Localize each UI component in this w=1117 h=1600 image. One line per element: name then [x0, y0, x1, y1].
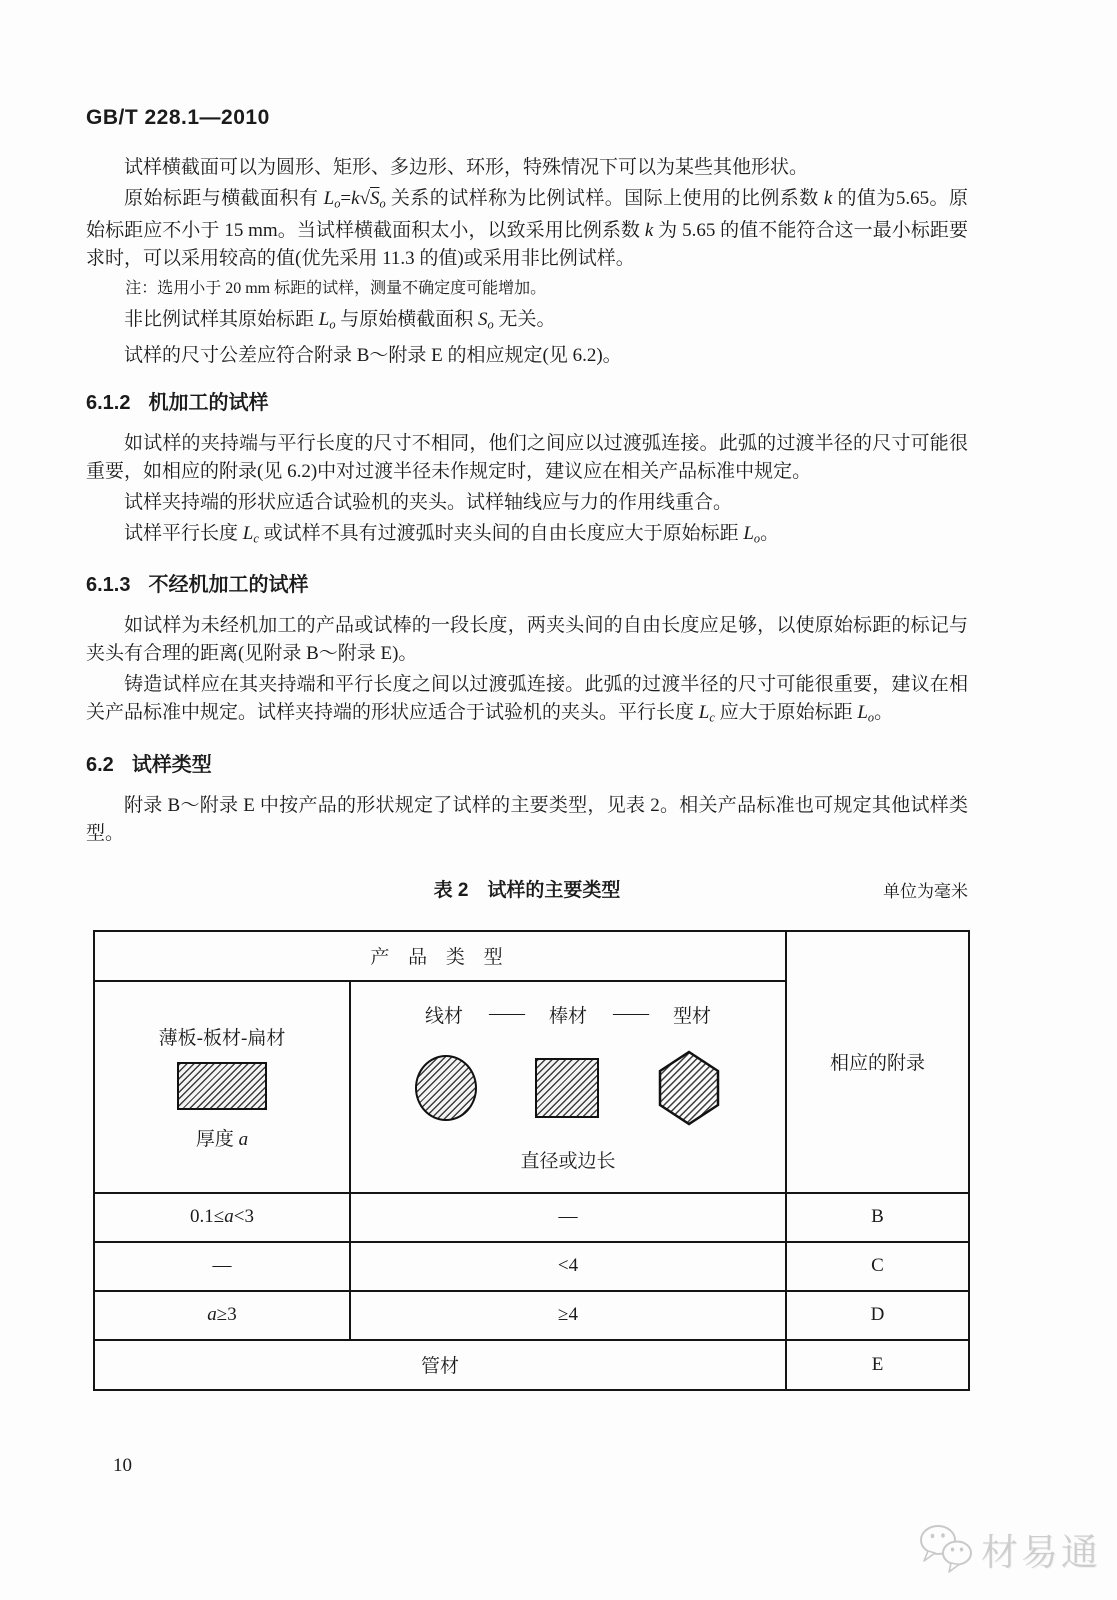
section-title: 机加工的试样 — [148, 391, 269, 414]
dash-separator-icon: —— — [613, 1003, 648, 1025]
watermark — [915, 1522, 1101, 1576]
section-heading-6-2 — [86, 752, 968, 778]
round-products-labels — [425, 1001, 711, 1028]
product-type-header-cell: 产 品 类 型 — [94, 931, 786, 981]
round-products-shapes — [415, 1050, 721, 1126]
flat-range-cell: a≥3 — [94, 1291, 350, 1340]
flat-range-cell: — — [94, 1242, 350, 1291]
appendix-cell: E — [786, 1340, 969, 1390]
round-range-cell: — — [350, 1193, 786, 1242]
section-heading-6-1-3 — [86, 572, 968, 598]
table-caption-row — [86, 878, 968, 904]
hatched-square-icon — [535, 1058, 599, 1118]
section-heading-6-1-2 — [86, 390, 968, 416]
appendix-cell: B — [786, 1193, 969, 1242]
paragraph-machined-3: 试样平行长度 Lc 或试样不具有过渡弧时夹头间的自由长度应大于原始标距 Lo。 — [124, 522, 780, 546]
wechat-bubbles-icon — [915, 1522, 977, 1576]
hatched-rectangle-icon — [177, 1062, 267, 1110]
table-row — [94, 1242, 969, 1291]
table-row — [94, 1291, 969, 1340]
section-number: 6.2 — [86, 753, 114, 776]
hatched-hexagon-icon — [657, 1050, 721, 1126]
appendix-column-header-cell: 相应的附录 — [786, 931, 969, 1193]
round-products-header-cell — [350, 981, 786, 1193]
table-row — [94, 1193, 969, 1242]
thickness-label: 厚度 a — [195, 1128, 249, 1150]
wire-label: 线材 — [424, 1005, 463, 1027]
paragraph-tolerance: 试样的尺寸公差应符合附录 B～附录 E 的相应规定(见 6.2)。 — [124, 344, 622, 366]
flat-products-label: 薄板-板材-扁材 — [158, 1027, 286, 1049]
document-code: GB/T 228.1—2010 — [86, 106, 270, 129]
table-header-row-1 — [94, 931, 969, 981]
section-number: 6.1.3 — [86, 574, 131, 597]
paragraph-specimen-types: 附录 B～附录 E 中按产品的形状规定了试样的主要类型，见表 2。相关产品标准也可规定其他试样类型。 — [86, 794, 968, 844]
paragraph-unmachined-2: 铸造试样应在其夹持端和平行长度之间以过渡弧连接。此弧的过渡半径的尺寸可能很重要，建议在相关产品标准中规定。试样夹持端的形状应适合于试验机的夹头。平行长度 Lc 应大于原始标距 Lo。 — [86, 674, 968, 725]
table-caption: 表 2 试样的主要类型 — [433, 879, 621, 901]
bar-label: 棒材 — [549, 1005, 588, 1027]
section-title: 试样类型 — [131, 753, 212, 776]
round-products-stack — [351, 1001, 785, 1173]
watermark-text: 材易通 — [981, 1532, 1101, 1573]
note-text: 注：选用小于 20 mm 标距的试样，测量不确定度可能增加。 — [125, 280, 547, 298]
diameter-side-label: 直径或边长 — [520, 1150, 616, 1172]
page-number: 10 — [113, 1455, 132, 1476]
round-range-cell: ≥4 — [350, 1291, 786, 1340]
paragraph-unmachined-1: 如试样为未经机加工的产品或试棒的一段长度，两夹头间的自由长度应足够，以使原始标距的标记与夹头有合理的距离(见附录 B～附录 E)。 — [86, 615, 968, 665]
flat-products-header-cell — [94, 981, 350, 1193]
paragraph-cross-section: 试样横截面可以为圆形、矩形、多边形、环形，特殊情况下可以为某些其他形状。 — [124, 157, 809, 178]
flat-range-cell: 0.1≤a<3 — [94, 1193, 350, 1242]
appendix-cell: C — [786, 1242, 969, 1291]
paragraph-machined-1: 如试样的夹持端与平行长度的尺寸不相同，他们之间应以过渡弧连接。此弧的过渡半径的尺寸可能很重要，如相应的附录(见 6.2)中对过渡半径未作规定时，建议应在相关产品标准中规定。 — [86, 432, 968, 482]
paragraph-nonproportional: 非比例试样其原始标距 Lo 与原始横截面积 So 无关。 — [124, 309, 556, 332]
table-unit-label: 单位为毫米 — [883, 881, 968, 901]
paragraph-machined-2: 试样夹持端的形状应适合试验机的夹头。试样轴线应与力的作用线重合。 — [124, 491, 733, 513]
paragraph-proportional-gauge: 原始标距与横截面积有 Lo=k√So 关系的试样称为比例试样。国际上使用的比例系数 k 的值为5.65。原始标距应不小于 15 mm。当试样横截面积太小，以致采用比例系数 k 为 5.65 的值不能符合这一最小标距要求时，可以采用较高的值(优先采用 11.3 的值)或采用非比例试样。 — [86, 188, 968, 270]
hatched-circle-icon — [415, 1055, 477, 1121]
pipe-cell: 管材 — [94, 1340, 786, 1390]
appendix-cell: D — [786, 1291, 969, 1340]
section-title: 不经机加工的试样 — [148, 574, 309, 597]
dash-separator-icon: —— — [489, 1003, 523, 1025]
section-number: 6.1.2 — [86, 391, 131, 414]
round-range-cell: <4 — [350, 1242, 786, 1291]
profile-label: 型材 — [673, 1005, 712, 1027]
flat-products-stack — [95, 1023, 349, 1151]
table-row — [94, 1340, 969, 1390]
specimen-type-table — [93, 930, 970, 1391]
